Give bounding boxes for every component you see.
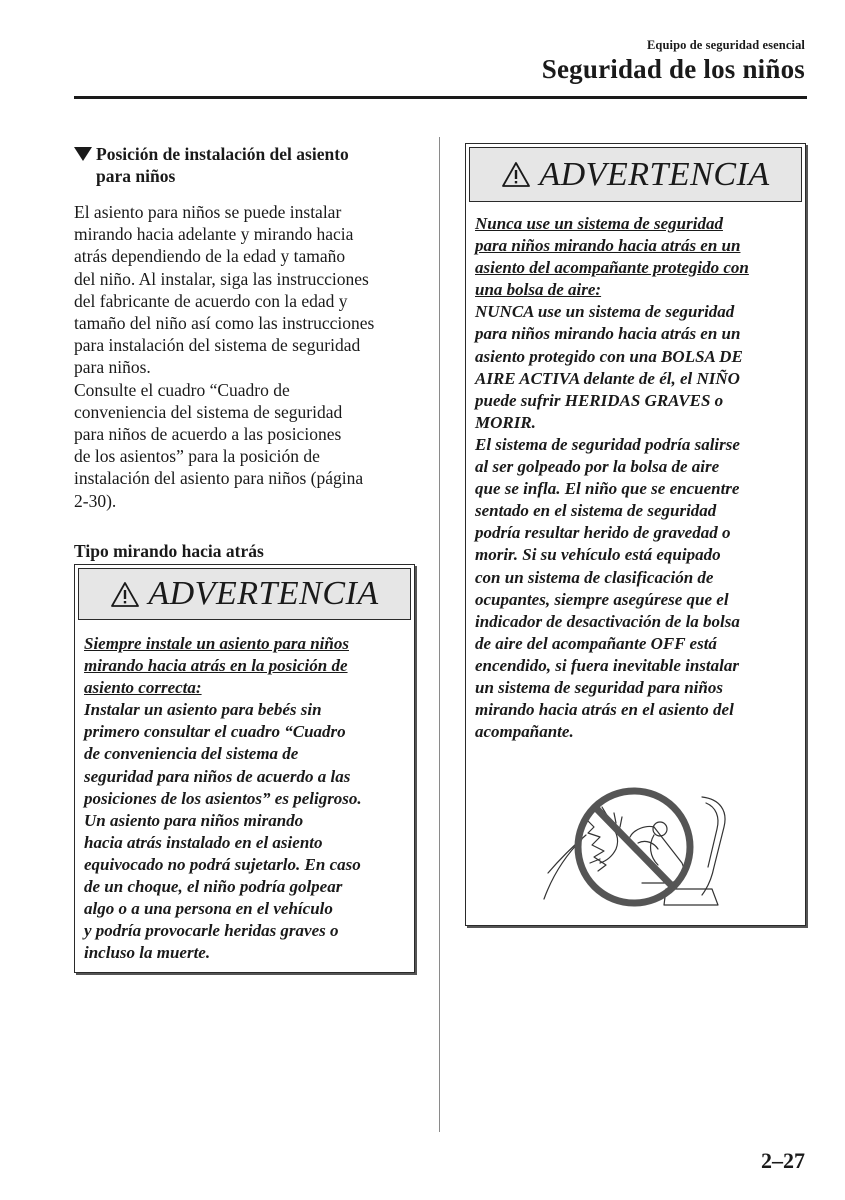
text-line: del fabricante de acuerdo con la edad y xyxy=(74,290,348,311)
section-heading xyxy=(74,143,419,187)
warning-line: encendido, si fuera inevitable instalar xyxy=(475,655,739,675)
warning-text xyxy=(466,202,805,751)
subheading: Tipo mirando hacia atrás xyxy=(74,540,264,561)
warning-line: al ser golpeado por la bolsa de aire xyxy=(475,457,720,477)
warning-box-left xyxy=(74,564,415,973)
left-column xyxy=(74,143,419,562)
warning-line: Instalar un asiento para bebés sin xyxy=(84,700,322,720)
warning-line: posiciones de los asientos” es peligroso. xyxy=(84,788,362,808)
page-number: 2–27 xyxy=(761,1148,805,1173)
column-divider xyxy=(439,137,440,1132)
chapter-label: Equipo de seguridad esencial xyxy=(646,38,805,52)
triangle-bullet-icon xyxy=(74,147,92,161)
warning-line: para niños mirando hacia atrás en un xyxy=(475,324,741,344)
warning-line: NUNCA use un sistema de seguridad xyxy=(475,302,735,322)
warning-lead-line: Siempre instale un asiento para niños xyxy=(84,634,349,653)
text-line: Consulte el cuadro “Cuadro de xyxy=(74,379,290,400)
warning-line: MORIR. xyxy=(475,412,536,432)
warning-line: asiento protegido con una BOLSA DE xyxy=(475,346,743,366)
warning-banner xyxy=(78,568,411,620)
warning-line: de un choque, el niño podría golpear xyxy=(84,877,343,897)
warning-line: de aire del acompañante OFF está xyxy=(475,633,717,653)
text-line: instalación del asiento para niños (página xyxy=(74,468,364,489)
warning-line: ocupantes, siempre asegúrese que el xyxy=(475,589,729,609)
warning-title: ADVERTENCIA xyxy=(539,155,770,193)
warning-line: de conveniencia del sistema de xyxy=(84,744,299,764)
section-heading-line2: para niños xyxy=(96,166,176,186)
text-line: conveniencia del sistema de seguridad xyxy=(74,401,343,422)
warning-banner xyxy=(469,147,802,202)
warning-line: sentado en el sistema de seguridad xyxy=(475,501,717,521)
section-heading-line1: Posición de instalación del asiento xyxy=(96,144,349,164)
warning-line: con un sistema de clasificación de xyxy=(475,567,714,587)
warning-lead-line: para niños mirando hacia atrás en un xyxy=(475,236,741,256)
warning-line: incluso la muerte. xyxy=(84,943,211,963)
intro-paragraph-1 xyxy=(74,201,419,379)
warning-lead-line: asiento correcta: xyxy=(84,678,202,698)
text-line: para niños. xyxy=(74,357,151,378)
warning-line: indicador de desactivación de la bolsa xyxy=(475,611,740,631)
warning-line: seguridad para niños de acuerdo a las xyxy=(84,766,351,786)
warning-line: puede sufrir HERIDAS GRAVES o xyxy=(475,390,724,410)
warning-line: hacia atrás instalado en el asiento xyxy=(84,832,323,852)
intro-paragraph-2 xyxy=(74,379,419,512)
warning-line: podría resultar herido de gravedad o xyxy=(475,523,731,543)
prohibited-child-seat-illustration xyxy=(542,777,738,911)
warning-line: algo o a una persona en el vehículo xyxy=(84,899,333,919)
warning-line: mirando hacia atrás en el asiento del xyxy=(475,700,734,720)
warning-text xyxy=(75,620,414,972)
warning-line: acompañante. xyxy=(475,722,574,742)
warning-line: Un asiento para niños mirando xyxy=(84,810,304,830)
text-line: 2-30). xyxy=(74,490,117,511)
header-divider xyxy=(74,96,807,99)
warning-line: El sistema de seguridad podría salirse xyxy=(475,434,740,454)
warning-line: que se infla. El niño que se encuentre xyxy=(475,479,740,499)
warning-line: primero consultar el cuadro “Cuadro xyxy=(84,722,346,742)
text-line: El asiento para niños se puede instalar xyxy=(74,202,342,222)
text-line: para niños de acuerdo a las posiciones xyxy=(74,424,342,445)
warning-triangle-icon xyxy=(501,161,531,188)
warning-line: morir. Si su vehículo está equipado xyxy=(475,545,721,565)
warning-line: un sistema de seguridad para niños xyxy=(475,677,723,697)
warning-line: AIRE ACTIVA delante de él, el NIÑO xyxy=(475,368,740,388)
text-line: de los asientos” para la posición de xyxy=(74,446,320,467)
warning-box-right xyxy=(465,143,806,926)
warning-line: equivocado no podrá sujetarlo. En caso xyxy=(84,854,361,874)
text-line: tamaño del niño así como las instrucciones xyxy=(74,313,375,334)
warning-lead-line: mirando hacia atrás en la posición de xyxy=(84,656,348,676)
intro-text xyxy=(74,201,419,512)
warning-triangle-icon xyxy=(110,581,140,608)
text-line: para instalación del sistema de seguridad xyxy=(74,335,361,356)
warning-title: ADVERTENCIA xyxy=(148,575,379,612)
warning-line: y podría provocarle heridas graves o xyxy=(84,921,339,941)
warning-lead-line: asiento del acompañante protegido con xyxy=(475,258,749,278)
warning-lead-line: una bolsa de aire: xyxy=(475,280,602,300)
text-line: del niño. Al instalar, siga las instrucciones xyxy=(74,268,369,289)
text-line: mirando hacia adelante y mirando hacia xyxy=(74,224,354,245)
page-title: Seguridad de los niños xyxy=(541,54,805,84)
warning-lead-line: Nunca use un sistema de seguridad xyxy=(475,214,723,233)
text-line: atrás dependiendo de la edad y tamaño xyxy=(74,246,346,267)
